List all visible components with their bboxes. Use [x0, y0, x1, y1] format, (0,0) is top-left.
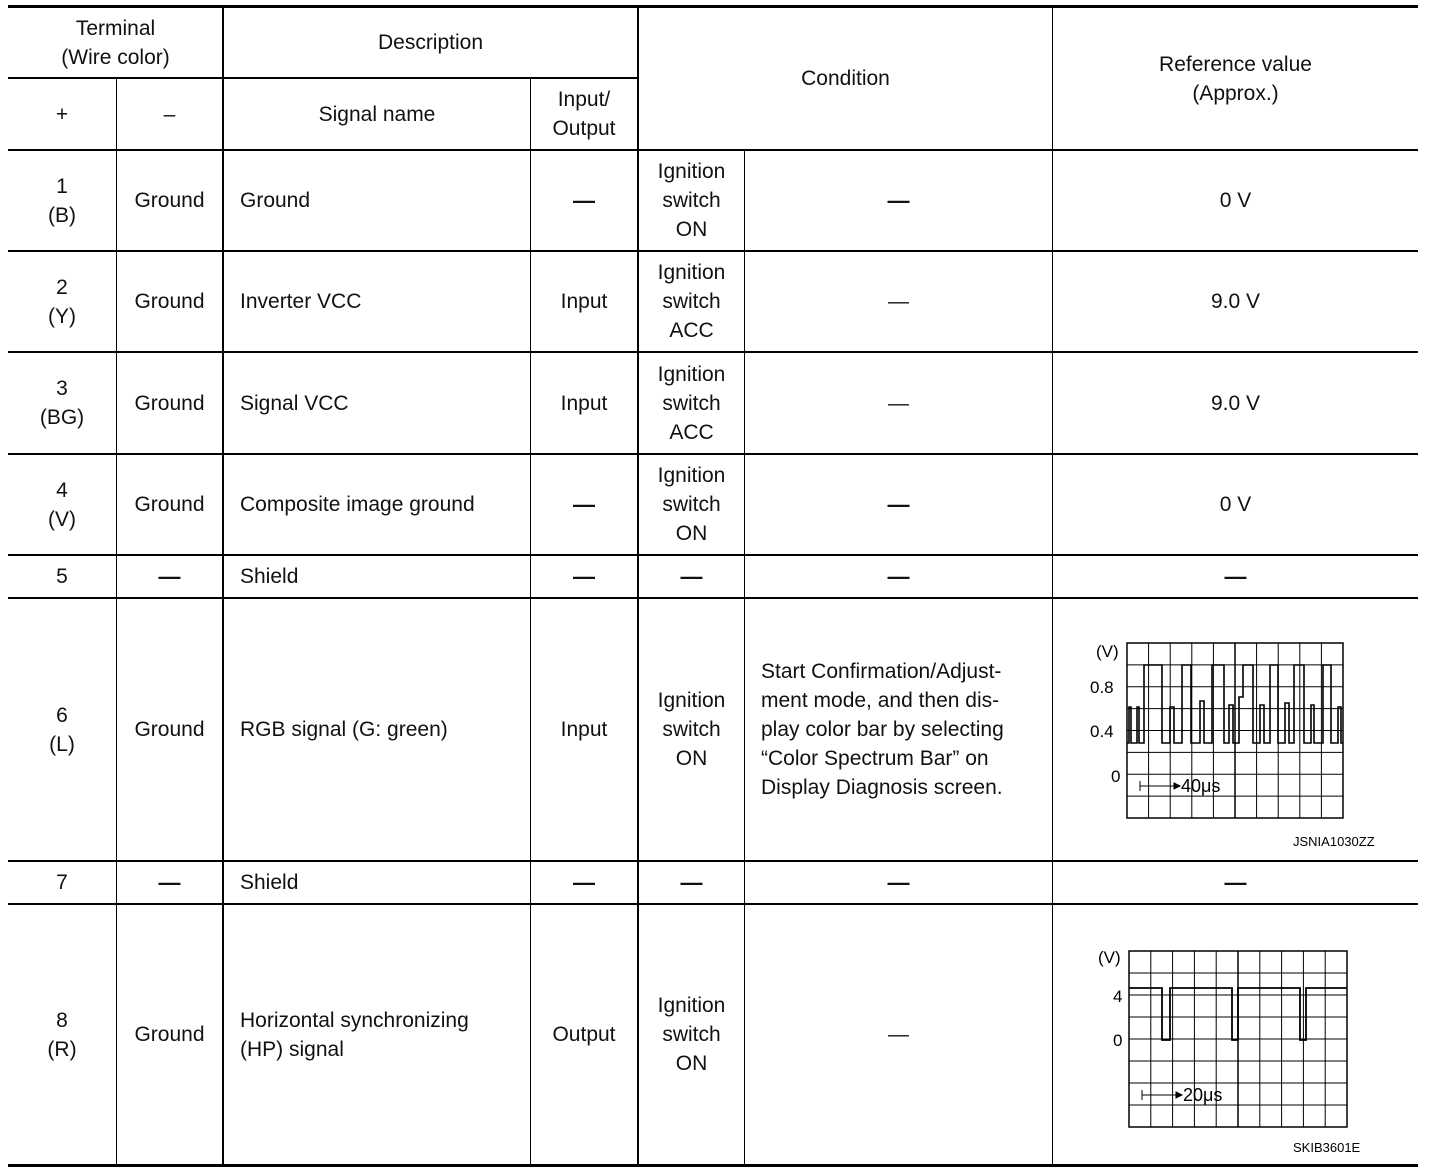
terminal-minus: Ground: [134, 290, 205, 313]
terminal-minus: —: [158, 564, 181, 589]
y-label: 0: [1113, 1031, 1123, 1050]
table-bottom-border: [8, 1164, 1418, 1167]
terminal-plus: 6 (L): [49, 703, 75, 756]
header-plus: +: [55, 102, 69, 126]
terminal-minus: Ground: [134, 189, 205, 212]
time-division-label: 40μs: [1181, 776, 1221, 796]
y-label: 0.4: [1090, 722, 1114, 741]
terminal-minus: Ground: [134, 718, 205, 741]
signal-name: Shield: [240, 565, 299, 588]
input-output: —: [573, 188, 595, 213]
y-label: 0.8: [1090, 678, 1114, 697]
signal-name: Composite image ground: [240, 493, 475, 516]
signal-name: Signal VCC: [240, 391, 349, 415]
header-input-output: Input/ Output: [552, 88, 616, 140]
time-division-marker: [1142, 1090, 1182, 1100]
signal-name: Shield: [240, 871, 299, 894]
time-division-marker: [1140, 781, 1180, 791]
terminal-plus: 8 (R): [47, 1008, 77, 1061]
header-condition: Condition: [801, 67, 890, 90]
waveform-unit: (V): [1098, 948, 1121, 967]
operation-condition: —: [887, 188, 910, 213]
reference-value: —: [1224, 564, 1247, 589]
ignition-condition: Ignition switch ON: [657, 994, 726, 1075]
operation-condition: —: [888, 1023, 909, 1046]
ignition-condition: —: [680, 870, 703, 895]
signal-name: Inverter VCC: [240, 290, 362, 313]
terminal-minus: Ground: [134, 391, 205, 415]
signal-name: RGB signal (G: green): [240, 718, 448, 741]
terminal-plus: 1 (B): [48, 174, 76, 227]
input-output: Input: [560, 391, 608, 415]
terminal-plus: 7: [56, 871, 68, 894]
ignition-condition: Ignition switch ON: [657, 464, 726, 545]
reference-value: —: [1224, 870, 1247, 895]
header-signal-name: Signal name: [318, 102, 436, 126]
ignition-condition: Ignition switch ON: [657, 160, 726, 241]
input-output: Input: [560, 290, 608, 313]
terminal-plus: 2 (Y): [48, 275, 76, 328]
operation-condition: —: [887, 564, 910, 589]
reference-value: 9.0 V: [1210, 391, 1261, 415]
signal-name: Horizontal synchronizing (HP) signal: [240, 1008, 469, 1061]
y-label: 4: [1113, 987, 1123, 1006]
input-output: Input: [560, 718, 608, 741]
figure-code: JSNIA1030ZZ: [1293, 834, 1375, 849]
operation-condition: —: [888, 391, 909, 415]
hp-signal-waveform: [1082, 942, 1412, 1162]
operation-condition: —: [888, 290, 909, 313]
terminal-plus: 3 (BG): [39, 377, 85, 429]
header-description: Description: [377, 31, 484, 54]
figure-code: SKIB3601E: [1293, 1140, 1361, 1155]
terminal-minus: Ground: [134, 493, 205, 516]
input-output: —: [573, 870, 595, 895]
ignition-condition: Ignition switch ACC: [657, 362, 726, 444]
operation-condition: —: [887, 492, 910, 517]
ignition-condition: —: [680, 564, 703, 589]
input-output: —: [573, 564, 595, 589]
input-output: —: [573, 492, 595, 517]
ignition-condition: Ignition switch ACC: [657, 261, 726, 342]
terminal-minus: Ground: [134, 1023, 205, 1046]
operation-condition: —: [887, 870, 910, 895]
reference-value: 0 V: [1219, 493, 1252, 516]
header-terminal: Terminal (Wire color): [61, 16, 170, 69]
rgb-signal-waveform: [1082, 635, 1412, 855]
hp-signal-trace: [1129, 988, 1347, 1040]
terminal-plus: 4 (V): [48, 478, 76, 531]
terminal-minus: —: [158, 870, 181, 895]
signal-name: Ground: [240, 189, 311, 212]
input-output: Output: [552, 1023, 616, 1046]
waveform-unit: (V): [1096, 642, 1119, 661]
ignition-condition: Ignition switch ON: [657, 689, 726, 770]
operation-condition: Start Confirmation/Adjust- ment mode, and then dis- play color bar by selecting “Color Spectrum Bar” on Display Diagnosis screen.: [761, 660, 1004, 799]
header-minus: –: [163, 102, 176, 126]
header-reference-value: Reference value (Approx.): [1159, 52, 1312, 105]
reference-value: 9.0 V: [1210, 290, 1261, 313]
terminal-plus: 5: [56, 565, 68, 588]
y-label: 0: [1111, 767, 1121, 786]
reference-value: 0 V: [1219, 189, 1252, 212]
time-division-label: 20μs: [1183, 1085, 1223, 1105]
